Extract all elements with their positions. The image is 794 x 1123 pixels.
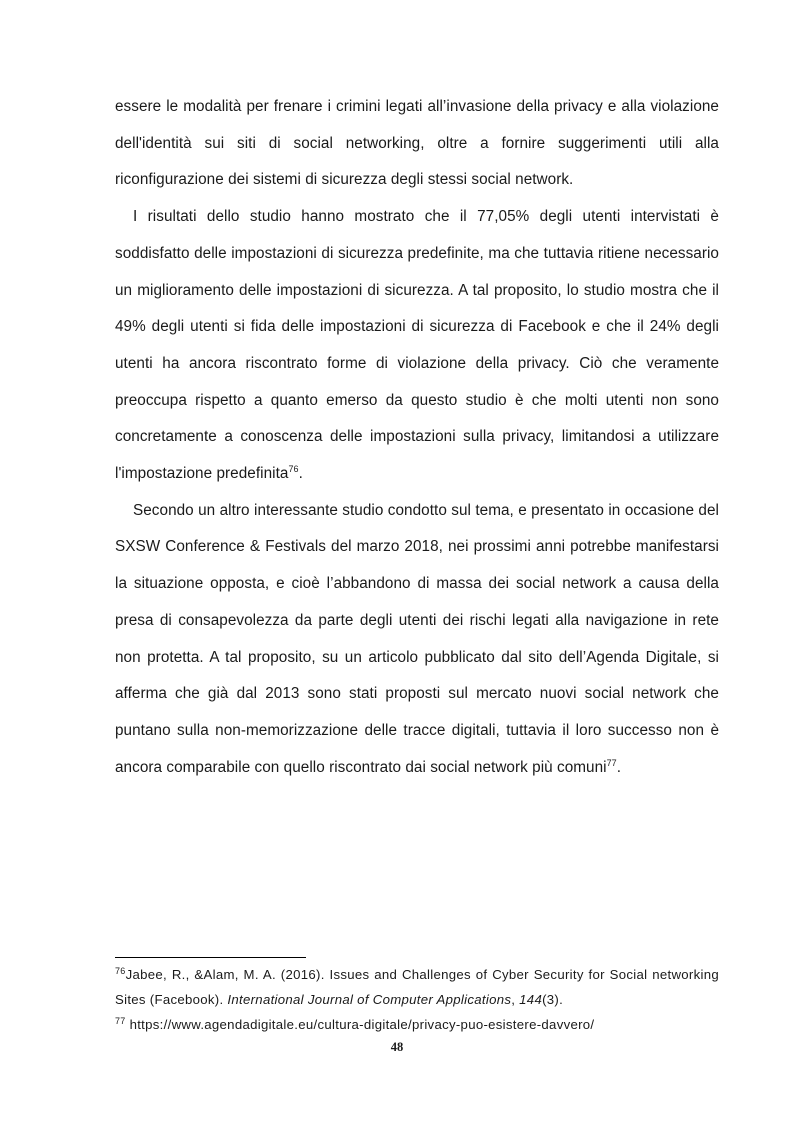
footnote-reference[interactable]: 77 [606, 757, 617, 768]
footnote-volume: 144 [519, 992, 543, 1007]
footnote-marker: 77 [115, 1016, 126, 1026]
footnote [115, 962, 719, 1012]
paragraph-text: Secondo un altro interessante studio condotto sul tema, e presentato in occasione del SXSW Conference & Festivals del marzo 2018, nei prossimi anni potrebbe manifestarsi la situazione opposta, e cioè l’abbandono di massa dei social network a causa della presa di consapevolezza da parte degli utenti dei rischi legati alla navigazione in rete non protetta. A tal proposito, su un articolo pubblicato dal sito dell’Agenda Digitale, si afferma che già dal 2013 sono stati proposti sul mercato nuovi social network che puntano sulla non-memorizzazione delle tracce digitali, tuttavia il loro successo non è ancora comparabile con quello riscontrato dai social network più comuni [115, 501, 719, 776]
footnote-issue: (3). [542, 992, 564, 1007]
paragraph [115, 89, 719, 199]
footnotes [115, 962, 719, 1037]
paragraph-end: . [298, 465, 303, 483]
footnote [115, 1012, 719, 1037]
page-number: 48 [390, 1040, 404, 1054]
footnote-citation: Jabee, R., &Alam, M. A. (2016). Issues and Challenges of Cyber Security for Social networking Sites (Facebook). [115, 967, 719, 1007]
footnote-url[interactable]: https://www.agendadigitale.eu/cultura-digitale/privacy-puo-esistere-davvero/ [125, 1017, 595, 1032]
paragraph [115, 199, 719, 493]
footnote-reference[interactable]: 76 [288, 464, 299, 475]
paragraph [115, 493, 719, 787]
footnote-marker: 76 [115, 966, 126, 976]
paragraph-text: I risultati dello studio hanno mostrato che il 77,05% degli utenti intervistati è soddisfatto delle impostazioni di sicurezza predefinite, ma che tuttavia ritiene necessario un miglioramento delle impostazioni di sicurezza. A tal proposito, lo studio mostra che il 49% degli utenti si fida delle impostazioni di sicurezza di Facebook e che il 24% degli utenti ha ancora riscontrato forme di violazione della privacy. Ciò che veramente preoccupa rispetto a quanto emerso da questo studio è che molti utenti non sono concretamente a conoscenza delle impostazioni sulla privacy, limitandosi a utilizzare l'impostazione predefinita [115, 208, 719, 483]
footnote-journal: International Journal of Computer Applications [227, 992, 512, 1007]
paragraph-end: . [616, 758, 622, 776]
main-text [115, 89, 719, 786]
footnote-separator [115, 957, 306, 958]
footnote-separator-text: , [511, 992, 520, 1007]
paragraph-text: essere le modalità per frenare i crimini legati all’invasione della privacy e alla violazione dell'identità sui siti di social networking, oltre a fornire suggerimenti utili alla riconfigurazione dei sistemi di sicurezza degli stessi social network. [115, 98, 719, 189]
